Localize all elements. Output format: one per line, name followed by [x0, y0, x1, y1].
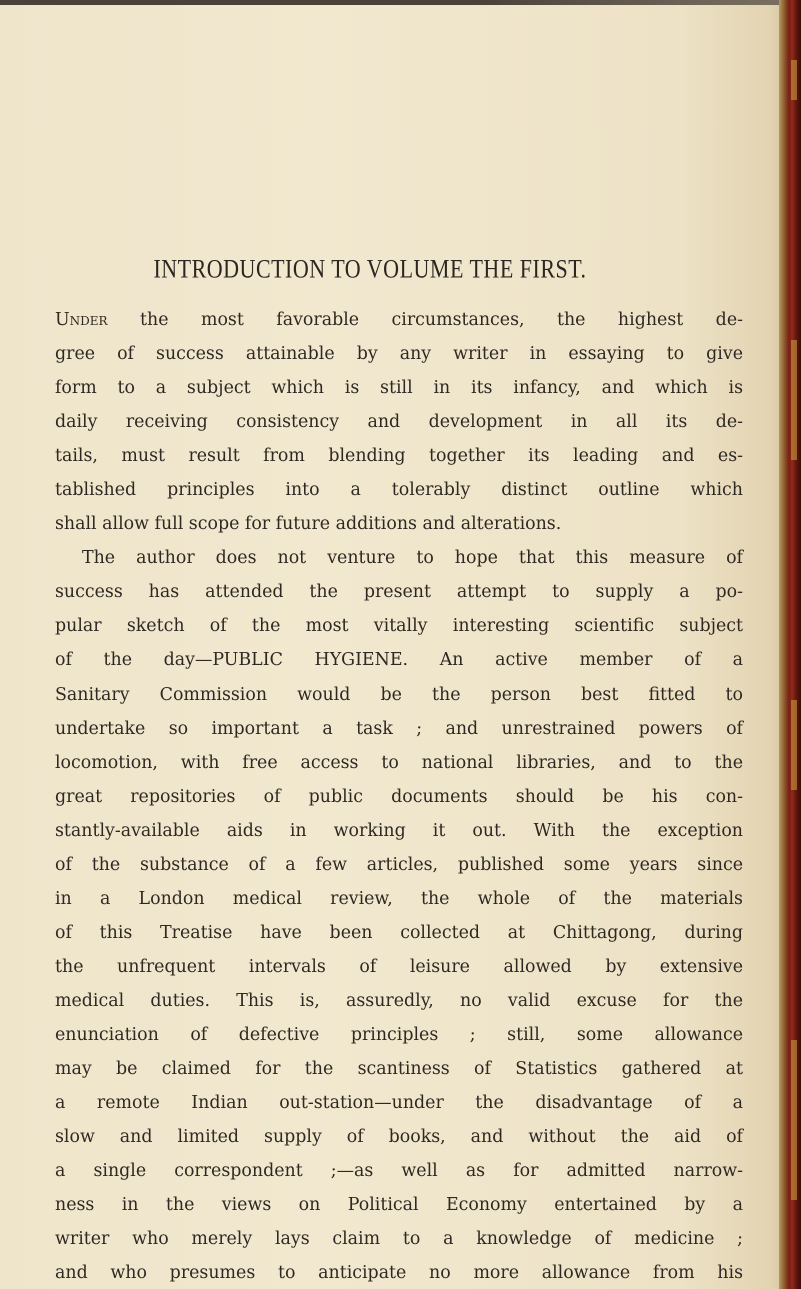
text-line: and who presumes to anticipate no more allowance from his: [55, 1263, 743, 1284]
text-line: may be claimed for the scantiness of Statistics gathered at: [55, 1059, 743, 1080]
spine-gilt-mark: [791, 700, 797, 790]
text-line: medical duties. This is, assuredly, no valid excuse for the: [55, 990, 743, 1011]
text-line: a single correspondent ;—as well as for admitted narrow-: [55, 1161, 743, 1182]
text-line: shall allow full scope for future additions and alterations.: [55, 514, 562, 535]
text-line: stantly-available aids in working it out. With the exception: [55, 820, 743, 841]
text-line: of the day—PUBLIC HYGIENE. An active member of a: [55, 650, 743, 671]
chapter-heading: INTRODUCTION TO VOLUME THE FIRST.: [153, 253, 587, 284]
text-line: enunciation of defective principles ; still, some allowance: [55, 1024, 743, 1045]
text-line: pular sketch of the most vitally interesting scientific subject: [55, 616, 743, 637]
page-top-edge: [0, 0, 801, 5]
text-line: Under the most favorable circumstances, the highest de-: [55, 310, 743, 330]
text-line: a remote Indian out-station—under the disadvantage of a: [55, 1093, 743, 1114]
text-line: slow and limited supply of books, and without the aid of: [55, 1127, 743, 1148]
text-line: gree of success attainable by any writer in essaying to give: [55, 344, 743, 365]
text-line: success has attended the present attempt to supply a po-: [55, 582, 743, 603]
text-line: locomotion, with free access to national libraries, and to the: [55, 752, 743, 773]
text-line: daily receiving consistency and development in all its de-: [55, 412, 743, 433]
text-line: tails, must result from blending together its leading and es-: [55, 446, 743, 467]
spine-gilt-mark: [791, 1040, 797, 1200]
text-line: of this Treatise have been collected at Chittagong, during: [55, 922, 743, 943]
text-line: of the substance of a few articles, published some years since: [55, 854, 743, 875]
text-line: the unfrequent intervals of leisure allowed by extensive: [55, 956, 743, 977]
text-line: Sanitary Commission would be the person best fitted to: [55, 684, 743, 705]
text-line: in a London medical review, the whole of the materials: [55, 888, 743, 909]
spine-gilt-mark: [791, 340, 797, 460]
lead-word: Under: [55, 310, 108, 330]
body-paragraphs: [55, 303, 743, 1289]
text-line: The author does not venture to hope that this measure of: [82, 548, 743, 569]
text-line: ness in the views on Political Economy entertained by a: [55, 1195, 743, 1216]
text-line: form to a subject which is still in its infancy, and which is: [55, 378, 743, 399]
text-line: undertake so important a task ; and unrestrained powers of: [55, 718, 743, 739]
spine-gilt-mark: [791, 60, 797, 100]
text-line: great repositories of public documents should be his con-: [55, 786, 743, 807]
text-line: writer who merely lays claim to a knowledge of medicine ;: [55, 1229, 743, 1250]
book-spine-binding: [779, 0, 801, 1289]
text-line: tablished principles into a tolerably distinct outline which: [55, 480, 743, 501]
